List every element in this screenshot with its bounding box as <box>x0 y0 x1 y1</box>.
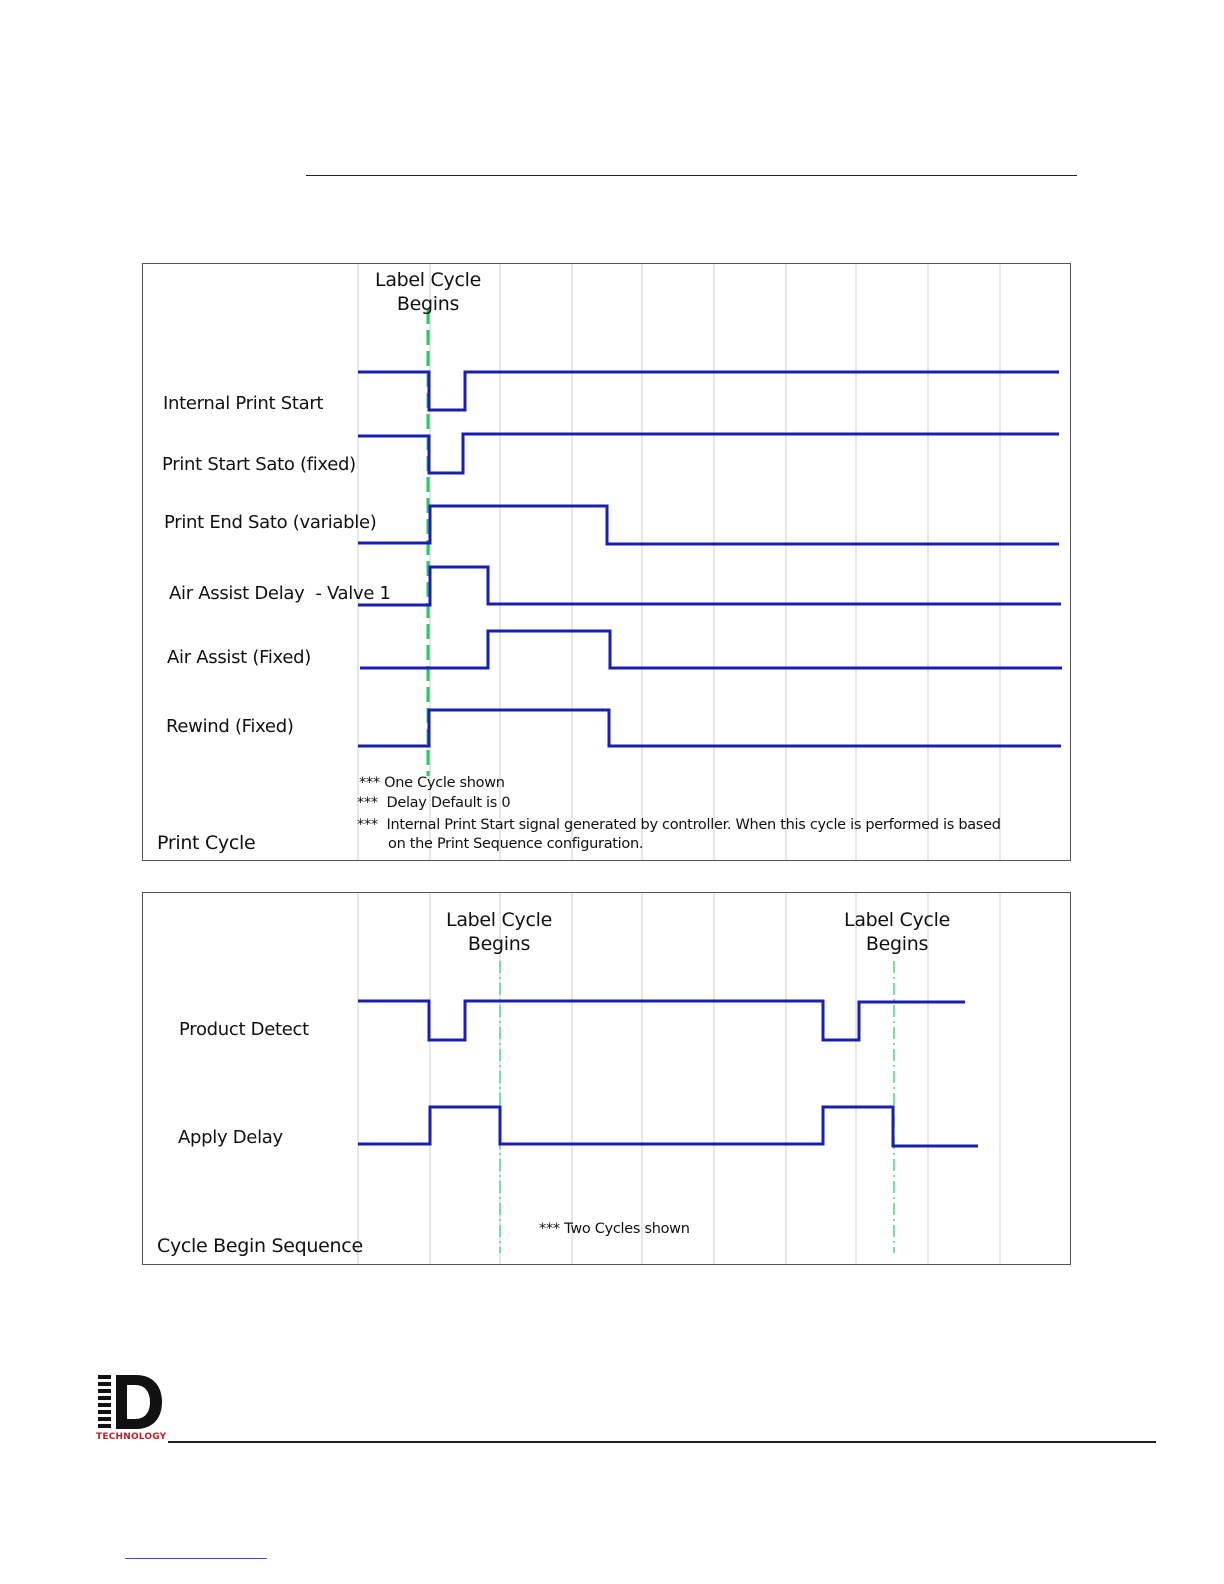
note-delay-default: *** Delay Default is 0 <box>357 795 511 811</box>
cycle-begin-panel <box>142 892 1071 1265</box>
print-end-sato-waveform <box>358 506 1059 544</box>
footer-rule <box>168 1441 1156 1443</box>
note-one-cycle: *** One Cycle shown <box>359 775 505 791</box>
header-rule <box>306 175 1077 176</box>
print-cycle-panel <box>142 263 1071 861</box>
label-cycle-begins-marker-label-2 <box>822 908 972 956</box>
marker1-label-line-2: Begins <box>467 933 531 955</box>
print-start-sato-waveform <box>358 434 1059 473</box>
note-two-cycles: *** Two Cycles shown <box>539 1221 690 1237</box>
logo-text: TECHNOLOGY <box>96 1432 167 1442</box>
id-technology-logo <box>96 1373 166 1443</box>
signal-label-air-assist: Air Assist (Fixed) <box>167 647 311 668</box>
label-cycle-begins-marker-label <box>353 268 503 316</box>
panel-title-print-cycle: Print Cycle <box>157 832 256 854</box>
marker1-label-line-1: Label Cycle <box>446 909 552 931</box>
air-assist-waveform <box>360 631 1062 668</box>
marker2-label-line-2: Begins <box>865 933 929 955</box>
rewind-waveform <box>358 710 1061 746</box>
note-internal-print-start: *** Internal Print Start signal generated by controller. When this cycle is performed is based <box>357 817 1001 833</box>
signal-label-air-assist-delay: Air Assist Delay - Valve 1 <box>169 583 391 604</box>
marker2-label-line-1: Label Cycle <box>844 909 950 931</box>
note-print-sequence: on the Print Sequence configuration. <box>388 836 644 852</box>
signal-label-rewind: Rewind (Fixed) <box>166 716 294 737</box>
product-detect-waveform <box>358 1001 965 1040</box>
signal-label-internal-print-start: Internal Print Start <box>163 393 324 414</box>
signal-label-print-end-sato: Print End Sato (variable) <box>164 512 377 533</box>
apply-delay-waveform <box>358 1107 978 1146</box>
panel-title-cycle-begin: Cycle Begin Sequence <box>157 1235 363 1257</box>
label-cycle-begins-marker-label-1 <box>424 908 574 956</box>
marker-label-line-1: Label Cycle <box>375 269 481 291</box>
air-assist-delay-waveform <box>358 567 1061 605</box>
marker-label-line-2: Begins <box>396 293 460 315</box>
signal-label-product-detect: Product Detect <box>179 1019 309 1040</box>
signal-label-print-start-sato: Print Start Sato (fixed) <box>162 454 356 475</box>
signal-label-apply-delay: Apply Delay <box>178 1127 283 1148</box>
internal-print-start-waveform <box>358 372 1059 410</box>
footer-link-rule <box>125 1558 267 1559</box>
print-cycle-timing-svg <box>143 264 1070 860</box>
